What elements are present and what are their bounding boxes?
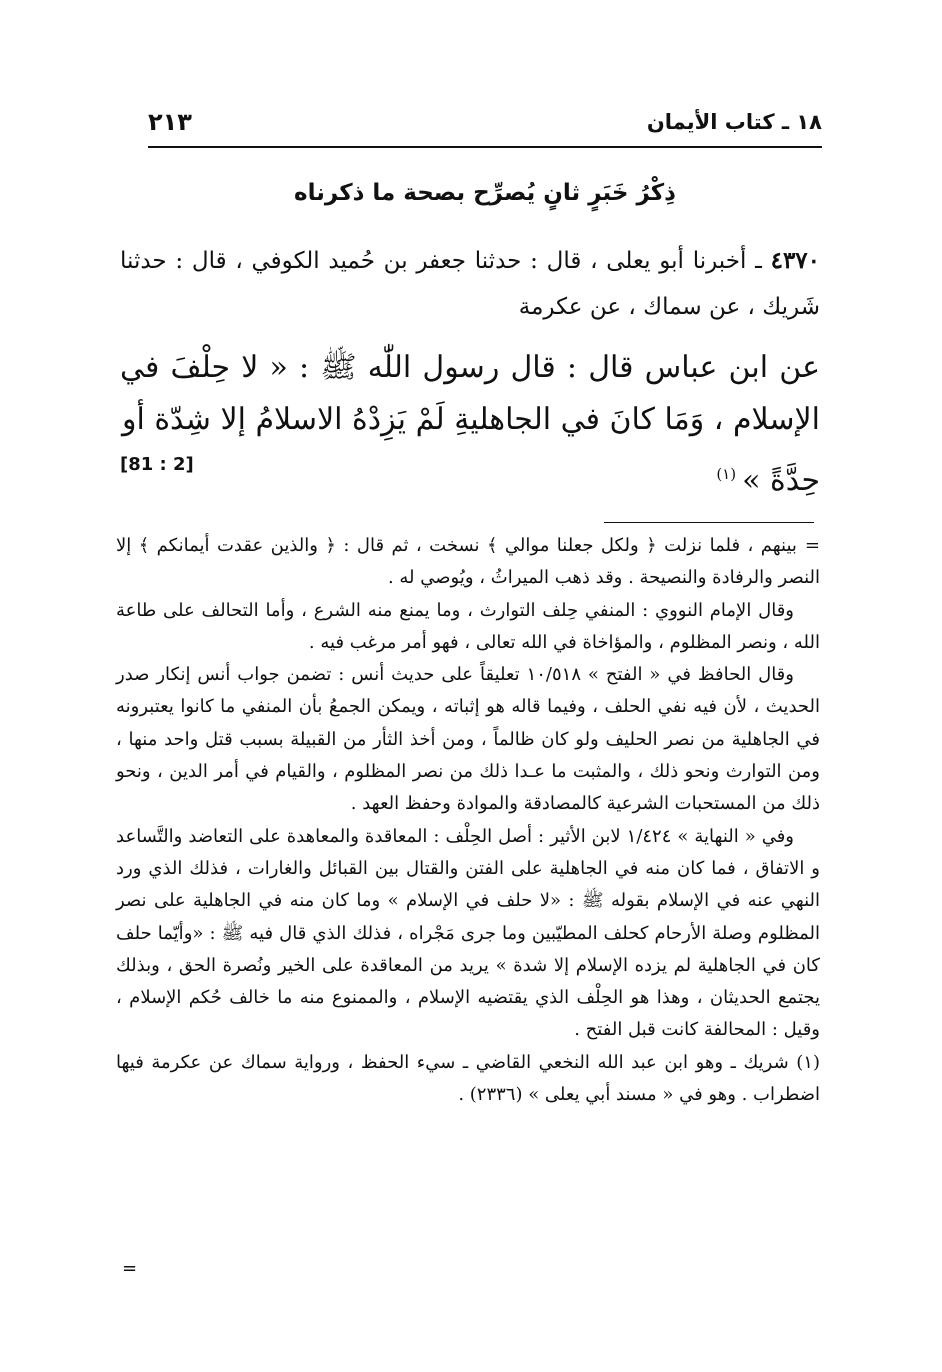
page-number: ٢١٣ [148,108,192,136]
footnote-1: (١) شريك ـ وهو ابن عبد الله النخعي القاضي ـ سيء الحفظ ، ورواية سماك عن عكرمة فيها اضطراب . وهو في « مسند أبي يعلى » (٢٣٣٦) . [116,1051,820,1106]
matn-tail-text: حِدَّةً » [742,463,820,498]
section-heading: ذِكْرُ خَبَرٍ ثانٍ يُصرِّح بصحة ما ذكرناه [294,180,676,206]
footnote-divider [604,522,814,523]
hadith-matn: عن ابن عباس قال : قال رسول اللّٰه ﷺ : « لا حِلْفَ في الإسلام ، وَمَا كانَ في الجاهليةِ لَمْ يَزِدْهُ الاسلامُ إلا شِدّة أو [120,350,820,437]
footnote-paragraph: وفي « النهاية » ١/٤٢٤ لابن الأثير : أصل الحِلْف : المعاقدة والمعاهدة على التعاضد والتَّساعد و الاتفاق ، فما كان منه في الجاهلية على الفتن والقتال بين القبائل والغارات ، فذلك الذي ورد النهي عنه في الإسلام بقوله ﷺ : «لا حلف في الإسلام » وما كان منه في الجاهلية على نصر المظلوم وصلة الأرحام كحلف المطيّبين وما جرى مَجْراه ، فذلك الذي قال فيه ﷺ : «وأيّما حلف كان في الجاهلية لم يزده الإسلام إلا شدة » يريد من المعاقدة على الخير ونُصرة الحق ، وبذلك يجتمع الحديثان ، وهذا هو الحِلْف الذي يقتضيه الإسلام ، والممنوع منه ما خالف حُكم الإسلام ، وقيل : المحالفة كانت قبل الفتح . [116,825,820,1041]
source-reference: [81 : 2] [120,454,194,475]
hadith-isnad [120,238,820,330]
footnotes [116,530,820,1111]
footnote-paragraph: =بينهم ، فلما نزلت ﴿ ولكل جعلنا موالي ﴾ نسخت ، ثم قال : ﴿ والذين عقدت أيمانكم ﴾ إلا النصر والرفادة والنصيحة . وقد ذهب الميراثُ ، ويُوصي له . [116,535,820,589]
hadith-matn-last-line [120,448,820,500]
continuation-mark: = [804,535,820,556]
running-header [148,104,822,148]
continuation-mark-bottom: = [122,1258,138,1279]
hadith-chain-text: ـ أخبرنا أبو يعلى ، قال : حدثنا جعفر بن حُميد الكوفي ، قال : حدثنا شَريك ، عن سماك ، عن عكرمة [120,248,820,320]
footnote-paragraph: وقال الحافظ في « الفتح » ١٠/٥١٨ تعليقاً على حديث أنس : تضمن جواب أنس إنكار صدر الحديث ، لأن فيه نفي الحلف ، وفيما قاله هو إثباته ، ويمكن الجمعُ بأن المنفي ما كانوا يعتبرونه في الجاهلية من نصر الحليف ولو كان ظالماً ، ومن أخذ الثأر من القبيلة بسبب قتل واحد منها ، ومن التوارث ونحو ذلك ، والمثبت ما عـدا ذلك من نصر المظلوم ، والقيام في أمر الدين ، ونحو ذلك من المستحبات الشرعية كالمصادقة والموادة وحفظ العهد . [116,664,820,815]
hadith-number: ٤٣٧٠ [770,247,821,274]
chapter-title: ١٨ ـ كتاب الأيمان [646,110,822,134]
footnote-paragraph: وقال الإمام النووي : المنفي حِلف التوارث ، وما يمنع منه الشرع ، وأما التحالف على طاعة الله ، ونصر المظلوم ، والمؤاخاة في الله تعالى ، فهو أمر مرغب فيه . [116,599,820,653]
footnote-reference: (١) [716,465,737,483]
hadith-matn-tail [716,448,820,507]
